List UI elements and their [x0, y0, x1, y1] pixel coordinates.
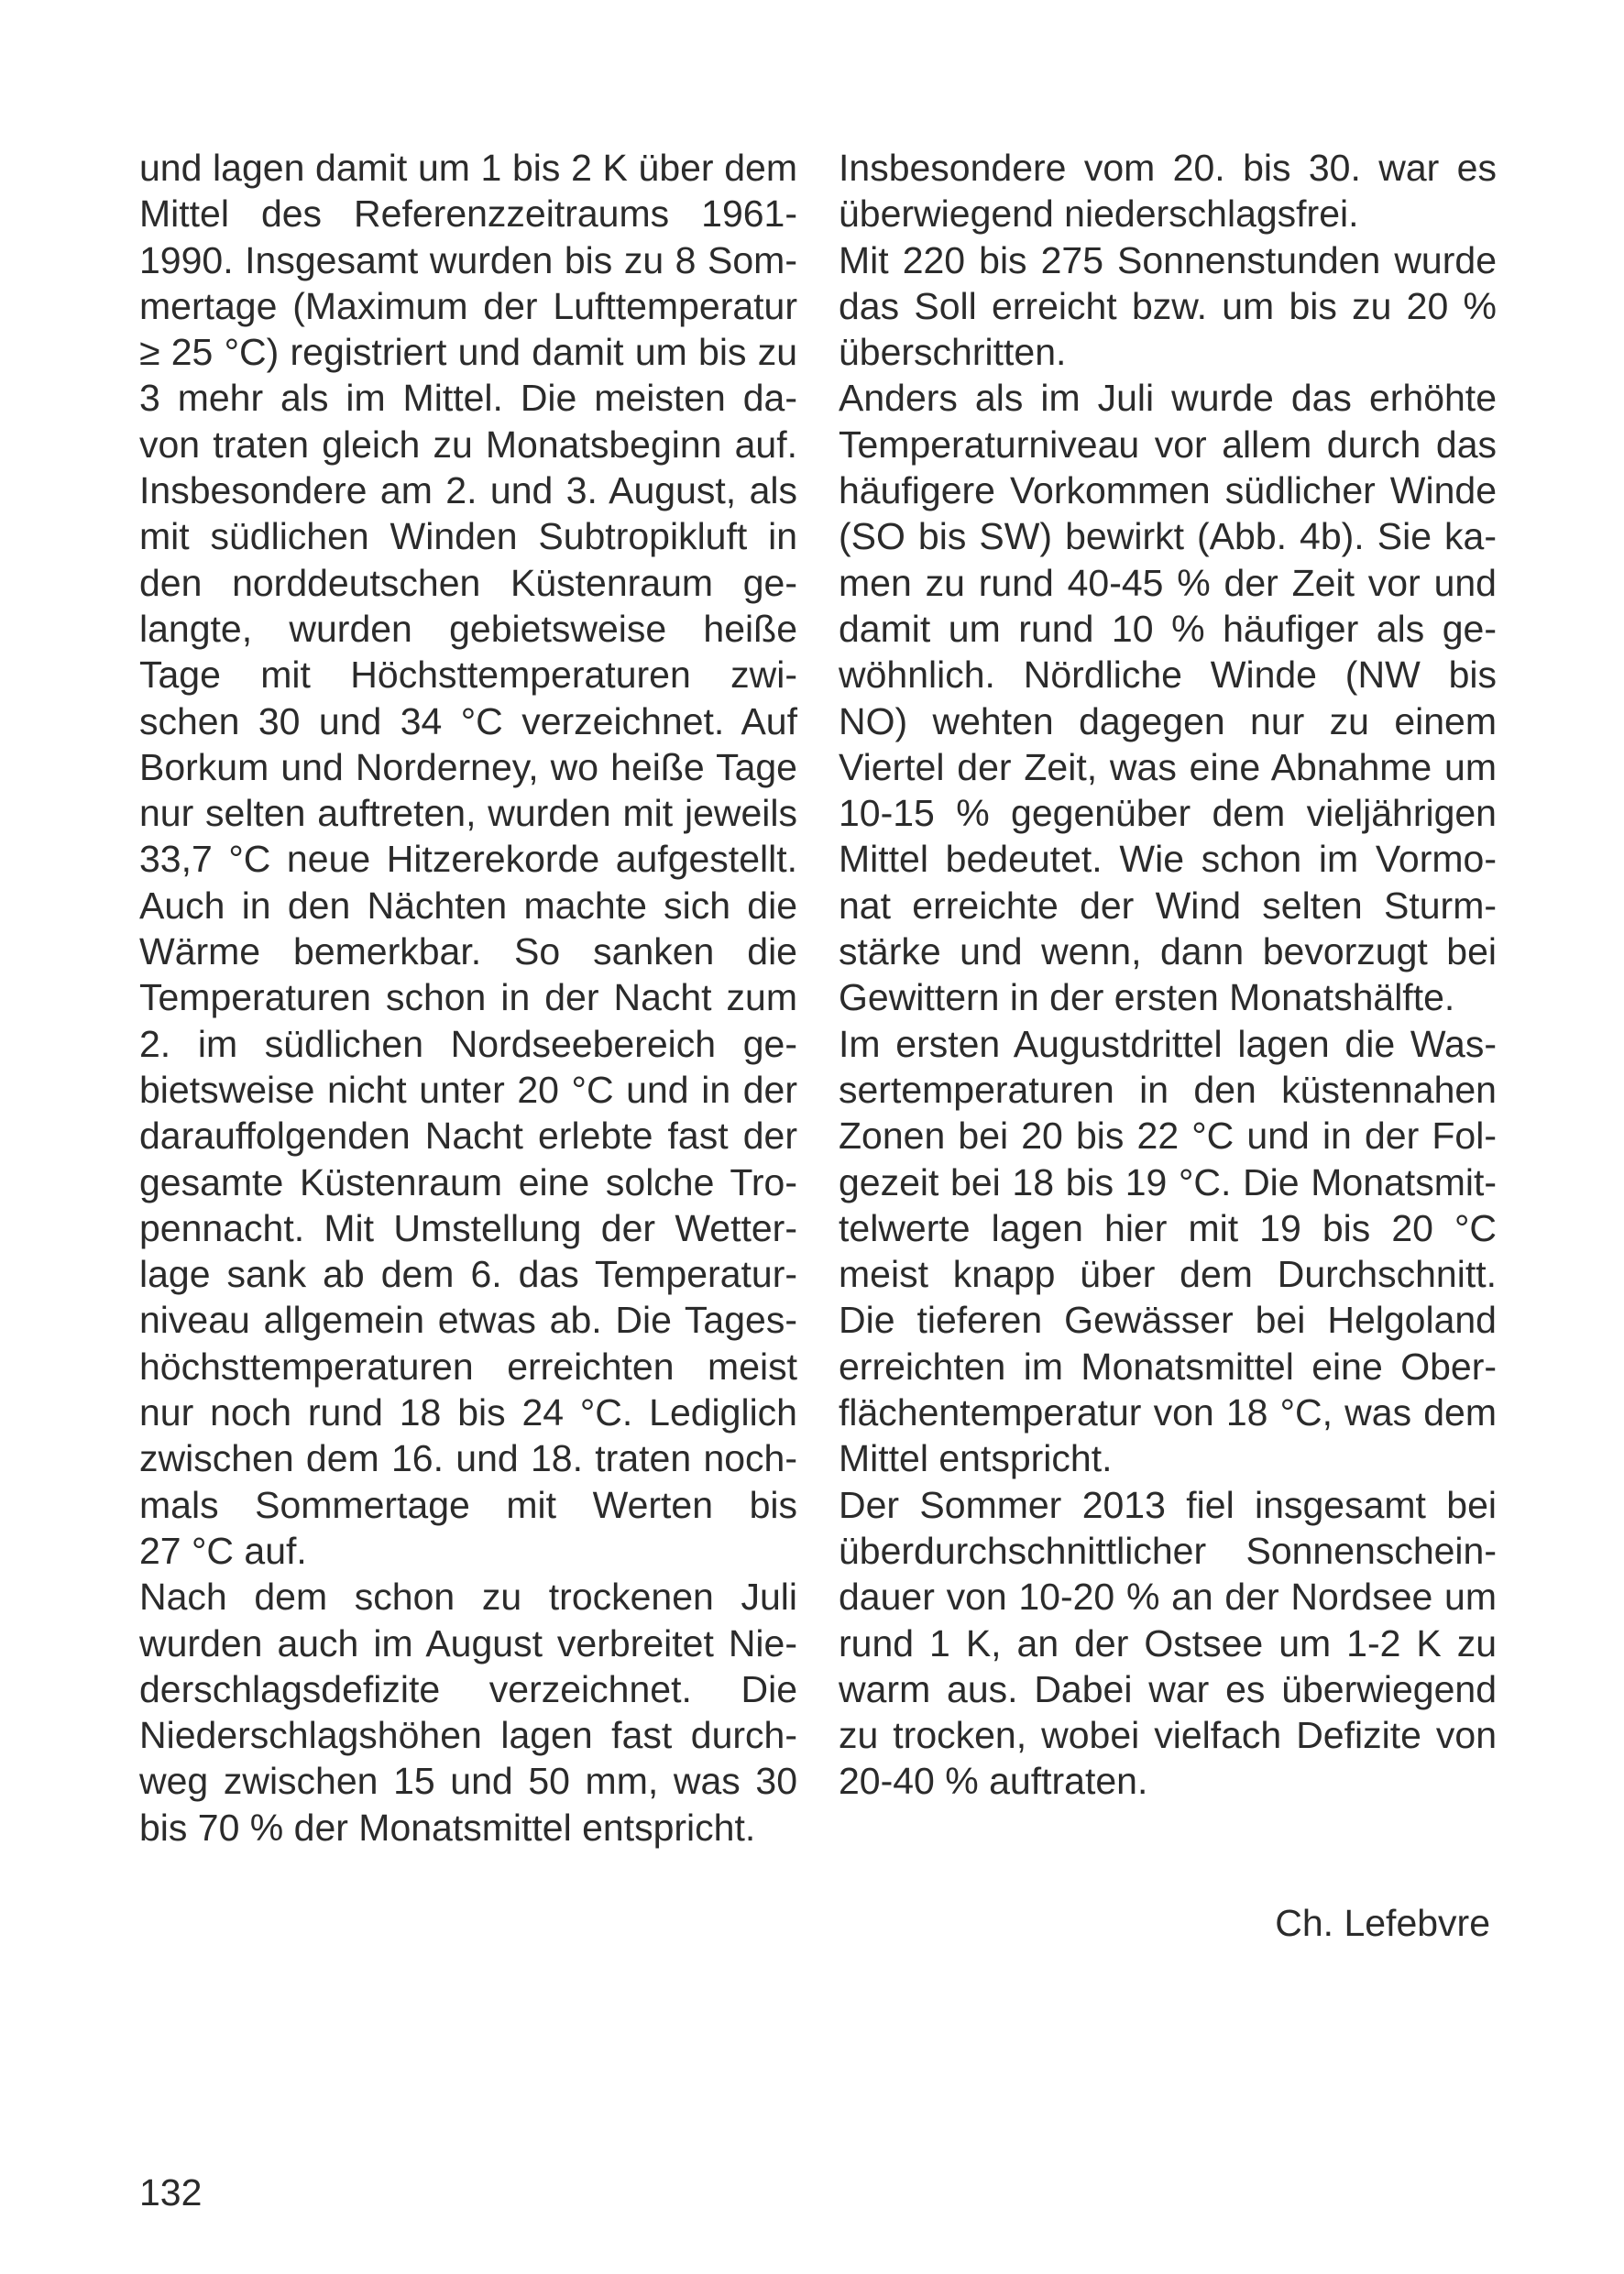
text-line: 20-40 % auftraten.	[839, 1760, 1148, 1803]
right-text-column	[839, 145, 1497, 1805]
text-line: 27 °C auf.	[139, 1529, 307, 1572]
text-line: mals Sommertage mit Werten bis	[139, 1483, 797, 1526]
text-line: pennacht. Mit Umstellung der Wetter-	[139, 1206, 797, 1249]
text-line: Wärme bemerkbar. So sanken die	[139, 930, 797, 973]
text-line: 33,7 °C neue Hitzerekorde aufgestellt.	[139, 838, 797, 881]
text-line: nur noch rund 18 bis 24 °C. Lediglich	[139, 1391, 797, 1434]
text-line: damit um rund 10 % häufiger als ge-	[839, 607, 1497, 650]
text-line: überwiegend niederschlagsfrei.	[839, 192, 1359, 236]
text-line: flächentemperatur von 18 °C, was dem	[839, 1391, 1497, 1434]
text-line: Mittel des Referenzzeitraums 1961-	[139, 192, 797, 236]
text-line: Nach dem schon zu trockenen Juli	[139, 1576, 797, 1619]
paragraph	[839, 237, 1497, 376]
paragraph	[839, 1482, 1497, 1805]
text-line: dauer von 10-20 % an der Nordsee um	[839, 1576, 1497, 1619]
text-line: Tage mit Höchsttemperaturen zwi-	[139, 654, 797, 697]
text-line: stärke und wenn, dann bevorzugt bei	[839, 930, 1497, 973]
text-line: gezeit bei 18 bis 19 °C. Die Monatsmit-	[839, 1160, 1497, 1203]
text-line: derschlagsdefizite verzeichnet. Die	[139, 1667, 797, 1710]
text-line: warm aus. Dabei war es überwiegend	[839, 1667, 1497, 1710]
text-line: Mit 220 bis 275 Sonnenstunden wurde	[839, 238, 1497, 281]
text-line: Anders als im Juli wurde das erhöhte	[839, 377, 1497, 420]
text-line: das Soll erreicht bzw. um bis zu 20 %	[839, 284, 1497, 327]
text-line: nat erreichte der Wind selten Sturm-	[839, 884, 1497, 927]
text-line: nur selten auftreten, wurden mit jeweils	[139, 792, 797, 835]
text-line: telwerte lagen hier mit 19 bis 20 °C	[839, 1206, 1497, 1249]
page-number: 132	[139, 2171, 203, 2214]
text-line: Temperaturen schon in der Nacht zum	[139, 976, 797, 1019]
text-line: schen 30 und 34 °C verzeichnet. Auf	[139, 699, 797, 742]
text-line: Insbesondere vom 20. bis 30. war es	[839, 147, 1497, 189]
text-line: 2. im südlichen Nordseebereich ge-	[139, 1022, 797, 1065]
text-line: Temperaturniveau vor allem durch das	[839, 423, 1497, 466]
text-line: Gewittern in der ersten Monatshälfte.	[839, 976, 1455, 1019]
text-line: NO) wehten dagegen nur zu einem	[839, 699, 1497, 742]
text-line: weg zwischen 15 und 50 mm, was 30	[139, 1760, 797, 1803]
text-line: Zonen bei 20 bis 22 °C und in der Fol-	[839, 1115, 1497, 1158]
text-line: überschritten.	[839, 331, 1067, 374]
text-line: von traten gleich zu Monatsbeginn auf.	[139, 423, 797, 466]
text-line: Viertel der Zeit, was eine Abnahme um	[839, 745, 1497, 788]
paragraph	[139, 145, 797, 1574]
text-line: Die tieferen Gewässer bei Helgoland	[839, 1299, 1497, 1342]
text-line: überdurchschnittlicher Sonnenschein-	[839, 1529, 1497, 1572]
text-line: Mittel bedeutet. Wie schon im Vormo-	[839, 838, 1497, 881]
text-line: höchsttemperaturen erreichten meist	[139, 1345, 797, 1388]
text-line: Der Sommer 2013 fiel insgesamt bei	[839, 1483, 1497, 1526]
text-line: und lagen damit um 1 bis 2 K über dem	[139, 147, 797, 189]
text-line: den norddeutschen Küstenraum ge-	[139, 561, 797, 604]
text-line: langte, wurden gebietsweise heiße	[139, 607, 797, 650]
text-line: sertemperaturen in den küstennahen	[839, 1068, 1497, 1111]
text-line: erreichten im Monatsmittel eine Ober-	[839, 1345, 1497, 1388]
text-line: (SO bis SW) bewirkt (Abb. 4b). Sie ka-	[839, 515, 1497, 558]
text-line: Mittel entspricht.	[839, 1437, 1113, 1480]
text-line: Auch in den Nächten machte sich die	[139, 884, 797, 927]
text-line: Borkum und Norderney, wo heiße Tage	[139, 745, 797, 788]
text-line: bietsweise nicht unter 20 °C und in der	[139, 1068, 797, 1111]
author-signature: Ch. Lefebvre	[1275, 1902, 1490, 1944]
text-line: rund 1 K, an der Ostsee um 1-2 K zu	[839, 1621, 1497, 1664]
text-line: Niederschlagshöhen lagen fast durch-	[139, 1714, 797, 1757]
text-line: Im ersten Augustdrittel lagen die Was-	[839, 1022, 1497, 1065]
text-line: wurden auch im August verbreitet Nie-	[139, 1621, 797, 1664]
text-line: 10-15 % gegenüber dem vieljährigen	[839, 792, 1497, 835]
paragraph	[839, 375, 1497, 1020]
text-line: darauffolgenden Nacht erlebte fast der	[139, 1115, 797, 1158]
text-line: meist knapp über dem Durchschnitt.	[839, 1253, 1497, 1296]
text-line: wöhnlich. Nördliche Winde (NW bis	[839, 654, 1497, 697]
text-line: bis 70 % der Monatsmittel entspricht.	[139, 1806, 756, 1849]
text-line: mit südlichen Winden Subtropikluft in	[139, 515, 797, 558]
paragraph	[839, 1021, 1497, 1482]
text-line: häufigere Vorkommen südlicher Winde	[839, 469, 1497, 512]
text-line: lage sank ab dem 6. das Temperatur-	[139, 1253, 797, 1296]
text-line: niveau allgemein etwas ab. Die Tages-	[139, 1299, 797, 1342]
paragraph	[839, 145, 1497, 237]
text-line: zwischen dem 16. und 18. traten noch-	[139, 1437, 797, 1480]
paragraph	[139, 1574, 797, 1851]
text-line: gesamte Küstenraum eine solche Tro-	[139, 1160, 797, 1203]
text-line: 3 mehr als im Mittel. Die meisten da-	[139, 377, 797, 420]
left-text-column	[139, 145, 797, 1851]
text-line: zu trocken, wobei vielfach Defizite von	[839, 1714, 1497, 1757]
text-line: Insbesondere am 2. und 3. August, als	[139, 469, 797, 512]
text-line: 1990. Insgesamt wurden bis zu 8 Som-	[139, 238, 797, 281]
text-line: mertage (Maximum der Lufttemperatur	[139, 284, 797, 327]
text-line: ≥ 25 °C) registriert und damit um bis zu	[139, 331, 797, 374]
text-line: men zu rund 40-45 % der Zeit vor und	[839, 561, 1497, 604]
